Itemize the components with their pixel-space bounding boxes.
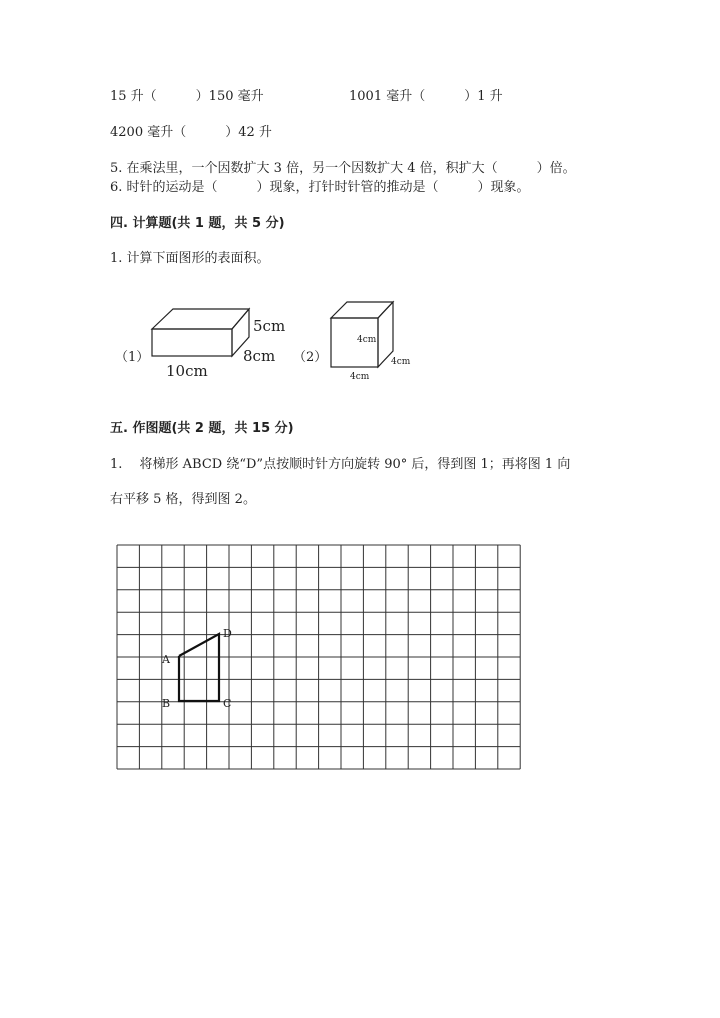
- cuboid-width-label: 8cm: [243, 347, 276, 365]
- section-4-question-1: 1. 计算下面图形的表面积。: [110, 251, 270, 266]
- section-5-question-1-line-2: 右平移 5 格，得到图 2。: [110, 492, 256, 507]
- section-5-title: 五. 作图题(共 2 题，共 15 分): [110, 421, 294, 436]
- cube-side-edge-label: 4cm: [391, 357, 411, 367]
- vertex-d-label: D: [223, 627, 232, 640]
- trapezoid-abcd: [179, 634, 219, 701]
- figure-1-label: （1）: [115, 350, 150, 365]
- cuboid-height-label: 5cm: [253, 317, 286, 335]
- question-5: 5. 在乘法里，一个因数扩大 3 倍，另一个因数扩大 4 倍，积扩大（ ）倍。: [110, 161, 576, 176]
- compare-row1-right: 1001 毫升（ ）1 升: [349, 89, 503, 104]
- compare-row2-left: 4200 毫升（ ）42 升: [110, 125, 272, 140]
- question-6: 6. 时针的运动是（ ）现象，打针时针管的推动是（ ）现象。: [110, 180, 530, 195]
- section-4-title: 四. 计算题(共 1 题，共 5 分): [110, 216, 285, 231]
- cube-front-edge-label: 4cm: [357, 335, 377, 345]
- compare-row1-left: 15 升（ ）150 毫升: [110, 89, 264, 104]
- vertex-b-label: B: [162, 697, 171, 710]
- section-5-question-1-line-1: 1. 将梯形 ABCD 绕“D”点按顺时针方向旋转 90° 后，得到图 1；再将图 1 向: [110, 457, 571, 472]
- cube-bottom-edge-label: 4cm: [350, 372, 370, 382]
- vertex-c-label: C: [223, 697, 232, 710]
- figure-2-label: （2）: [293, 350, 328, 365]
- grid-lines: [117, 545, 520, 769]
- vertex-a-label: A: [162, 653, 170, 666]
- cuboid-length-label: 10cm: [166, 362, 208, 380]
